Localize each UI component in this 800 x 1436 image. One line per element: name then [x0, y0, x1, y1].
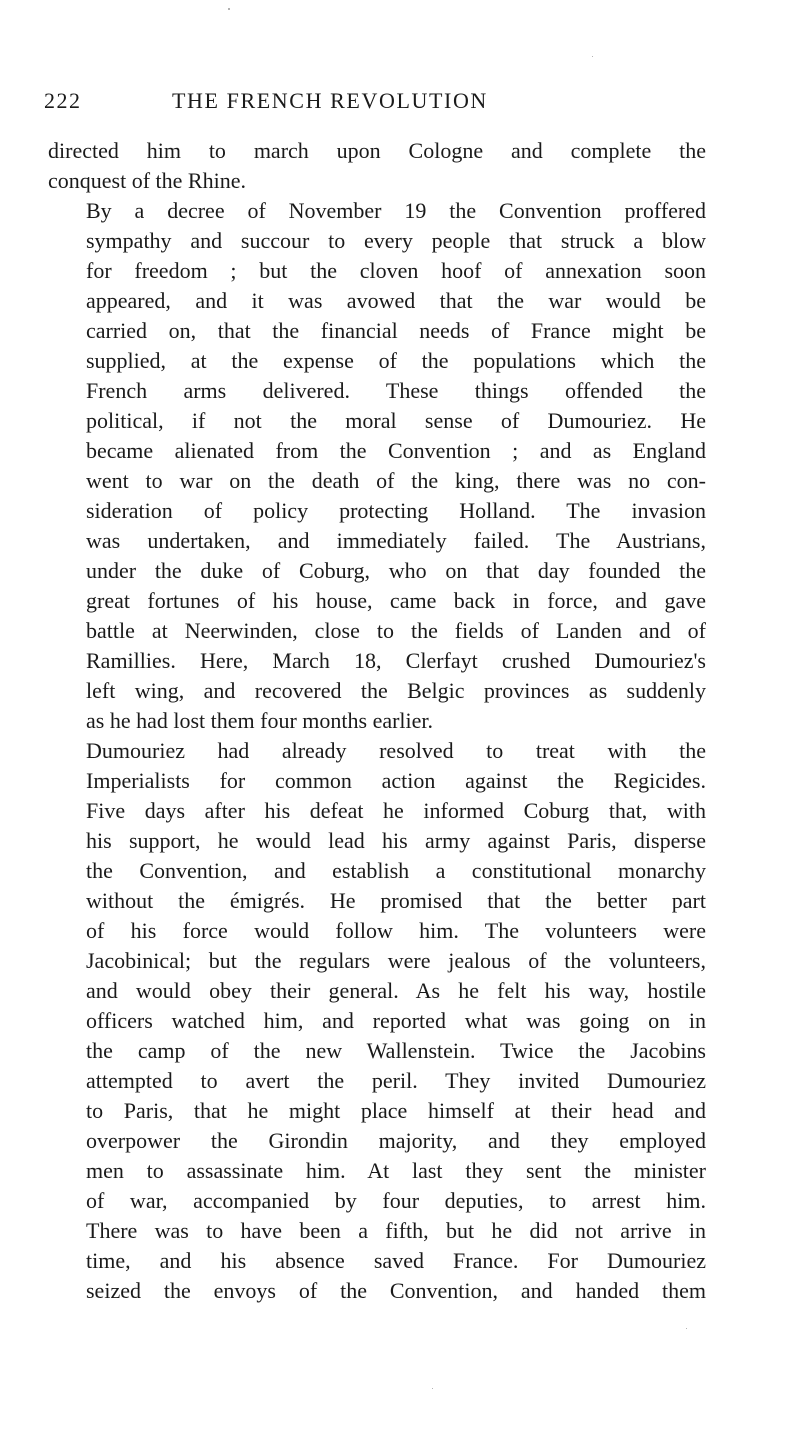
text-line: Ramillies. Here, March 18, Clerfayt crushed Dumouriez's: [86, 648, 706, 673]
text-line: was undertaken, and immediately failed. The Austrians,: [86, 528, 706, 553]
paragraph: [48, 196, 706, 736]
text-line: supplied, at the expense of the populations which the: [86, 348, 706, 373]
text-line: Five days after his defeat he informed Coburg that, with: [86, 798, 706, 823]
text-line: men to assassinate him. At last they sent the minister: [86, 1158, 706, 1183]
text-line: attempted to avert the peril. They invited Dumouriez: [86, 1068, 706, 1093]
text-line: to Paris, that he might place himself at their head and: [86, 1098, 706, 1123]
text-line: By a decree of November 19 the Convention proffered: [86, 198, 706, 223]
text-line: became alienated from the Convention ; and as England: [86, 438, 706, 463]
text-line: went to war on the death of the king, there was no con-: [86, 468, 706, 493]
running-title: THE FRENCH REVOLUTION: [172, 88, 488, 113]
text-line: his support, he would lead his army against Paris, disperse: [86, 828, 706, 853]
text-line: of war, accompanied by four deputies, to arrest him.: [86, 1188, 706, 1213]
text-line: of his force would follow him. The volunteers were: [86, 918, 706, 943]
text-line: great fortunes of his house, came back in force, and gave: [86, 588, 706, 613]
text-line: the Convention, and establish a constitutional monarchy: [86, 858, 706, 883]
text-line: sympathy and succour to every people that struck a blow: [86, 228, 706, 253]
print-speck: [592, 56, 593, 57]
text-line: sideration of policy protecting Holland. The invasion: [86, 498, 706, 523]
text-line: political, if not the moral sense of Dumouriez. He: [86, 408, 706, 433]
body-text: [48, 136, 706, 1306]
text-line: and would obey their general. As he felt his way, hostile: [86, 978, 706, 1003]
paragraph: [48, 136, 706, 196]
text-line: battle at Neerwinden, close to the fields of Landen and of: [86, 618, 706, 643]
print-speck: [228, 8, 230, 10]
text-line: without the émigrés. He promised that the better part: [86, 888, 706, 913]
text-line: carried on, that the financial needs of France might be: [86, 318, 706, 343]
text-line: seized the envoys of the Convention, and handed them: [86, 1278, 706, 1303]
text-line: time, and his absence saved France. For Dumouriez: [86, 1248, 706, 1273]
book-page: [44, 84, 706, 1306]
text-line: the camp of the new Wallenstein. Twice the Jacobins: [86, 1038, 706, 1063]
text-line: officers watched him, and reported what was going on in: [86, 1008, 706, 1033]
text-line: Imperialists for common action against the Regicides.: [86, 768, 706, 793]
text-line: French arms delivered. These things offended the: [86, 378, 706, 403]
text-line: overpower the Girondin majority, and they employed: [86, 1128, 706, 1153]
print-speck: [432, 1388, 433, 1389]
text-line: as he had lost them four months earlier.: [86, 708, 434, 733]
text-line: under the duke of Coburg, who on that day founded the: [86, 558, 706, 583]
running-head: [44, 84, 706, 120]
text-line: Jacobinical; but the regulars were jealous of the volunteers,: [86, 948, 706, 973]
page-number: 222: [44, 88, 82, 113]
text-line: Dumouriez had already resolved to treat with the: [86, 738, 706, 763]
print-speck: [686, 1328, 687, 1329]
paragraph: [48, 736, 706, 1306]
text-line: conquest of the Rhine.: [48, 168, 246, 193]
text-line: directed him to march upon Cologne and complete the: [48, 138, 706, 163]
text-line: left wing, and recovered the Belgic provinces as suddenly: [86, 678, 706, 703]
text-line: appeared, and it was avowed that the war would be: [86, 288, 706, 313]
text-line: for freedom ; but the cloven hoof of annexation soon: [86, 258, 706, 283]
text-line: There was to have been a fifth, but he did not arrive in: [86, 1218, 706, 1243]
